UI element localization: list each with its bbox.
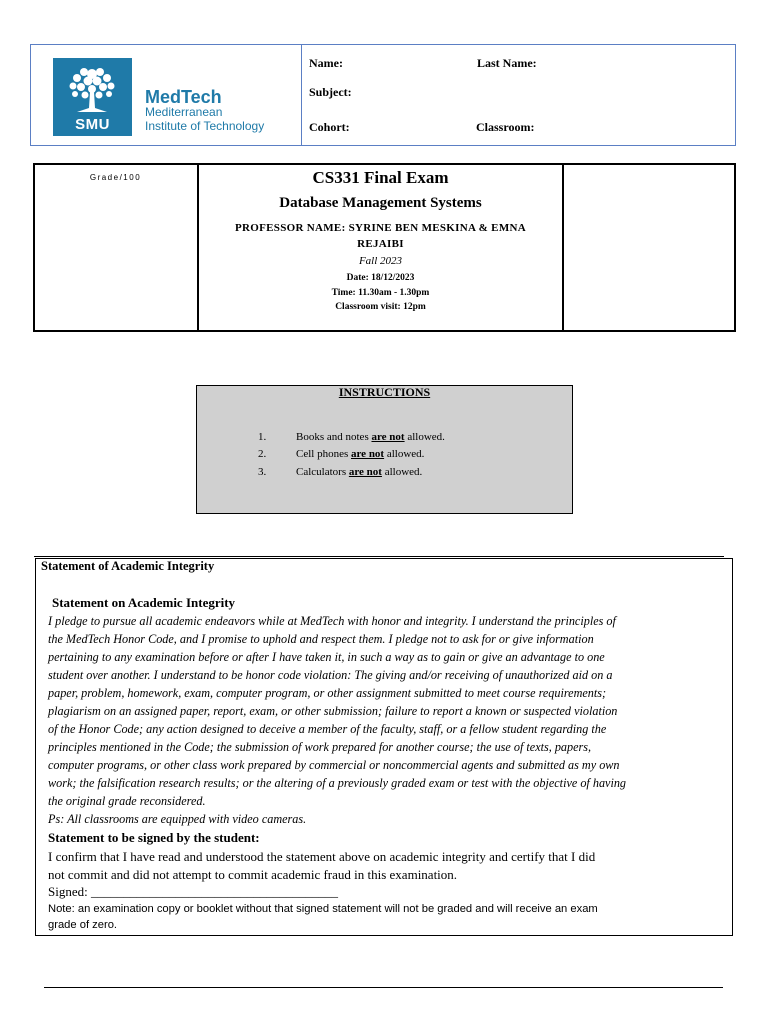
instruction-text: Cell phones — [296, 448, 351, 460]
exam-title: CS331 Final Exam — [312, 168, 449, 187]
pledge-ps-line: Ps: All classrooms are equipped with video cameras. — [48, 812, 307, 826]
integrity-subheading: Statement on Academic Integrity — [52, 595, 236, 610]
instruction-text: allowed. — [381, 466, 423, 478]
instruction-text: Calculators — [296, 466, 349, 478]
tree-icon — [61, 62, 123, 120]
instruction-text: Books and notes — [296, 431, 372, 443]
pledge-line: student over another. I understand to be honor code violation: The giving and/or receiving of unauthorized aid on a — [48, 668, 613, 682]
instruction-text: allowed. — [404, 431, 445, 443]
header-divider — [301, 44, 302, 146]
instruction-emphasis: are not — [371, 431, 405, 443]
logo-brand: MedTech — [145, 87, 222, 107]
integrity-top-rule — [34, 556, 724, 557]
grade-label: Grade/100 — [89, 173, 142, 182]
exam-divider-right — [562, 163, 564, 332]
pledge-line: pertaining to any examination before or after I have taken it, in such a way as to gain or give an advantage to one — [48, 650, 605, 664]
header-box — [30, 44, 736, 146]
logo-line-1: Mediterranean — [145, 105, 223, 119]
subject-label: Subject: — [309, 85, 352, 99]
instructions-title: INSTRUCTIONS — [338, 385, 431, 399]
instruction-number: 1. — [258, 431, 267, 443]
professor-name-line-1: PROFESSOR NAME: SYRINE BEN MESKINA & EMNA — [235, 222, 526, 234]
instruction-item — [296, 431, 445, 443]
pledge-line: the MedTech Honor Code, and I promise to uphold and respect them. I pledge not to ask for or give information — [48, 632, 594, 646]
pledge-line: the original grade reconsidered. — [48, 794, 206, 808]
exam-subject: Database Management Systems — [279, 195, 482, 211]
confirm-line: not commit and did not attempt to commit academic fraud in this examination. — [48, 867, 458, 882]
instruction-emphasis: are not — [348, 466, 382, 478]
exam-date: Date: 18/12/2023 — [346, 273, 415, 283]
pledge-line: principles mentioned in the Code; the submission of work prepared for another course; the use of texts, papers, — [48, 740, 592, 754]
classroom-visit: Classroom visit: 12pm — [335, 302, 426, 312]
instruction-text: allowed. — [384, 448, 425, 460]
classroom-label: Classroom: — [476, 120, 535, 134]
professor-name-line-2: REJAIBI — [357, 238, 404, 250]
signature-line: Signed: ______________________________________ — [48, 884, 338, 899]
logo-badge-text: SMU — [75, 116, 110, 133]
last-name-label: Last Name: — [477, 56, 537, 70]
cohort-label: Cohort: — [309, 120, 350, 134]
instruction-number: 2. — [258, 448, 267, 460]
note-line: Note: an examination copy or booklet without that signed statement will not be graded and will receive an exam — [48, 903, 598, 915]
pledge-line: I pledge to pursue all academic endeavors while at MedTech with honor and integrity. I understand the principles of — [48, 614, 616, 628]
instruction-number: 3. — [258, 466, 267, 478]
instruction-item — [296, 466, 422, 478]
logo-line-2: Institute of Technology — [145, 119, 265, 133]
note-line: grade of zero. — [48, 919, 118, 931]
exam-term: Fall 2023 — [358, 255, 403, 267]
pledge-line: work; the falsification research results; or the altering of a previously graded exam or test with the objective of having — [48, 776, 627, 790]
pledge-line: paper, problem, homework, exam, computer program, or other assignment submitted to meet course requirements; — [48, 686, 607, 700]
integrity-heading: Statement of Academic Integrity — [41, 559, 215, 573]
exam-time: Time: 11.30am - 1.30pm — [331, 288, 430, 298]
name-label: Name: — [309, 56, 343, 70]
pledge-line: plagiarism on an assigned paper, report, exam, or other submission; failure to report a known or suspected violation — [48, 704, 618, 718]
instruction-item — [296, 448, 424, 460]
confirm-line: I confirm that I have read and understood the statement above on academic integrity and certify that I did — [48, 849, 596, 864]
pledge-line: of the Honor Code; any action designed to deceive a member of the faculty, staff, or a fellow student regarding the — [48, 722, 607, 736]
footer-rule — [44, 987, 723, 988]
pledge-line: computer programs, or other class work prepared by commercial or noncommercial agents and submitted as my own — [48, 758, 620, 772]
sign-heading: Statement to be signed by the student: — [48, 830, 260, 845]
instruction-emphasis: are not — [351, 448, 385, 460]
